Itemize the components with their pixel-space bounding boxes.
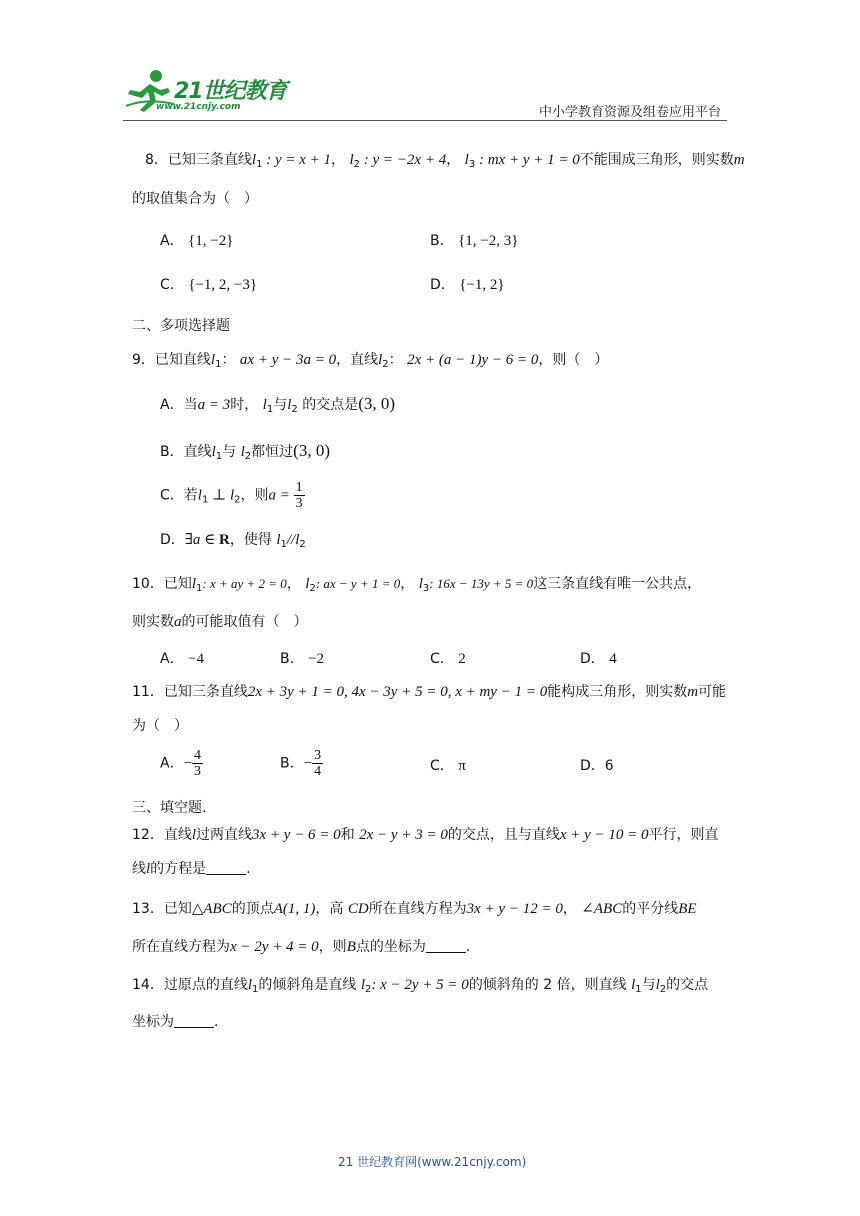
question-14-line1: 14．过原点的直线$l_1$的倾斜角是直线 $l_2$: x − 2y + 5 = 0的倾斜角的 2 倍，则直线 $l_1$与$l_2$的交点 [132, 977, 709, 995]
question-12-line1: 12．直线l过两直线3x + y − 6 = 0和 2x − y + 3 = 0的交点，且与直线x + y − 10 = 0平行，则直 [132, 827, 719, 843]
q8-option-a[interactable]: A． {1, −2} [160, 233, 234, 249]
question-13-line2: 所在直线方程为x − 2y + 4 = 0，则B点的坐标为 . [132, 939, 471, 955]
q11-option-b[interactable]: B．− $\frac{3}{4}$ [280, 748, 322, 779]
question-13-line1: 13．已知△ABC的顶点A(1, 1)，高 CD所在直线方程为3x + y − 12 = 0， ∠ABC的平分线BE [132, 901, 697, 917]
q9-option-c[interactable]: C．若$l_1$ ⊥ $l_2$，则a = $\frac{1}{3}$ [160, 480, 303, 511]
fraction-four-thirds: $\frac{4}{3}$ [194, 748, 202, 779]
site-logo [126, 68, 296, 118]
section-fill-blank-heading: 三、填空题. [132, 800, 207, 816]
q8-option-c[interactable]: C． {−1, 2, −3} [160, 277, 258, 293]
q10-option-a[interactable]: A． −4 [160, 651, 204, 667]
answer-blank-12[interactable] [206, 860, 246, 875]
logo-url-text: www.21cnjy.com [156, 102, 241, 112]
q10-option-d[interactable]: D． 4 [580, 651, 617, 667]
section-multiple-choice-heading: 二、多项选择题 [132, 318, 230, 334]
q11-option-a[interactable]: A．− $\frac{4}{3}$ [160, 748, 202, 779]
q11-option-c[interactable]: C． π [430, 758, 466, 774]
question-10-line1: 10．已知$l_1$: x + ay + 2 = 0， $l_2$: ax − y + 1 = 0， $l_3$: 16x − 13y + 5 = 0这三条直线有唯一公共点， [132, 576, 702, 594]
q11-option-d[interactable]: D．6 [580, 758, 614, 774]
question-11-line1: 11．已知三条直线2x + 3y + 1 = 0, 4x − 3y + 5 = 0, x + my − 1 = 0能构成三角形，则实数m可能 [132, 684, 727, 700]
q10-option-b[interactable]: B． −2 [280, 651, 325, 667]
question-12-line2: 线l的方程是 . [132, 861, 251, 877]
question-11-line2: 为（ ） [132, 718, 188, 734]
question-8-line1: 8．已知三条直线$l_1$ : y = x + 1， $l_2$ : y = −2x + 4， $l_3$ : mx + y + 1 = 0不能围成三角形，则实数m [145, 152, 745, 170]
question-14-line2: 坐标为 . [132, 1014, 219, 1030]
logo-main-text: 21世纪教育 [174, 79, 287, 104]
footer-text[interactable]: 21 世纪教育网(www.21cnjy.com) [338, 1155, 527, 1169]
answer-blank-14[interactable] [174, 1013, 214, 1028]
fraction-one-third: $\frac{1}{3}$ [295, 480, 303, 511]
q9-option-a[interactable]: A．当a = 3时， $l_1$与$l_2$ 的交点是(3, 0) [160, 394, 396, 415]
header-divider [123, 120, 727, 121]
q9-option-d[interactable]: D．∃a ∈ R，使得 $l_1//l_2$ [160, 532, 306, 550]
answer-blank-13[interactable] [426, 938, 466, 953]
question-9-stem: 9．已知直线$l_1$： ax + y − 3a = 0，直线$l_2$： 2x + (a − 1)y − 6 = 0，则（ ） [132, 352, 609, 370]
fraction-three-quarters: $\frac{3}{4}$ [314, 748, 322, 779]
header-tagline: 中小学教育资源及组卷应用平台 [539, 105, 722, 120]
q8-option-d[interactable]: D． {−1, 2} [430, 277, 505, 293]
q10-option-c[interactable]: C． 2 [430, 651, 466, 667]
question-8-line2: 的取值集合为（ ） [132, 191, 258, 207]
q8-option-b[interactable]: B． {1, −2, 3} [430, 233, 519, 249]
question-10-line2: 则实数a的可能取值有（ ） [132, 614, 308, 630]
q9-option-b[interactable]: B．直线$l_1$与 $l_2$都恒过(3, 0) [160, 441, 330, 462]
